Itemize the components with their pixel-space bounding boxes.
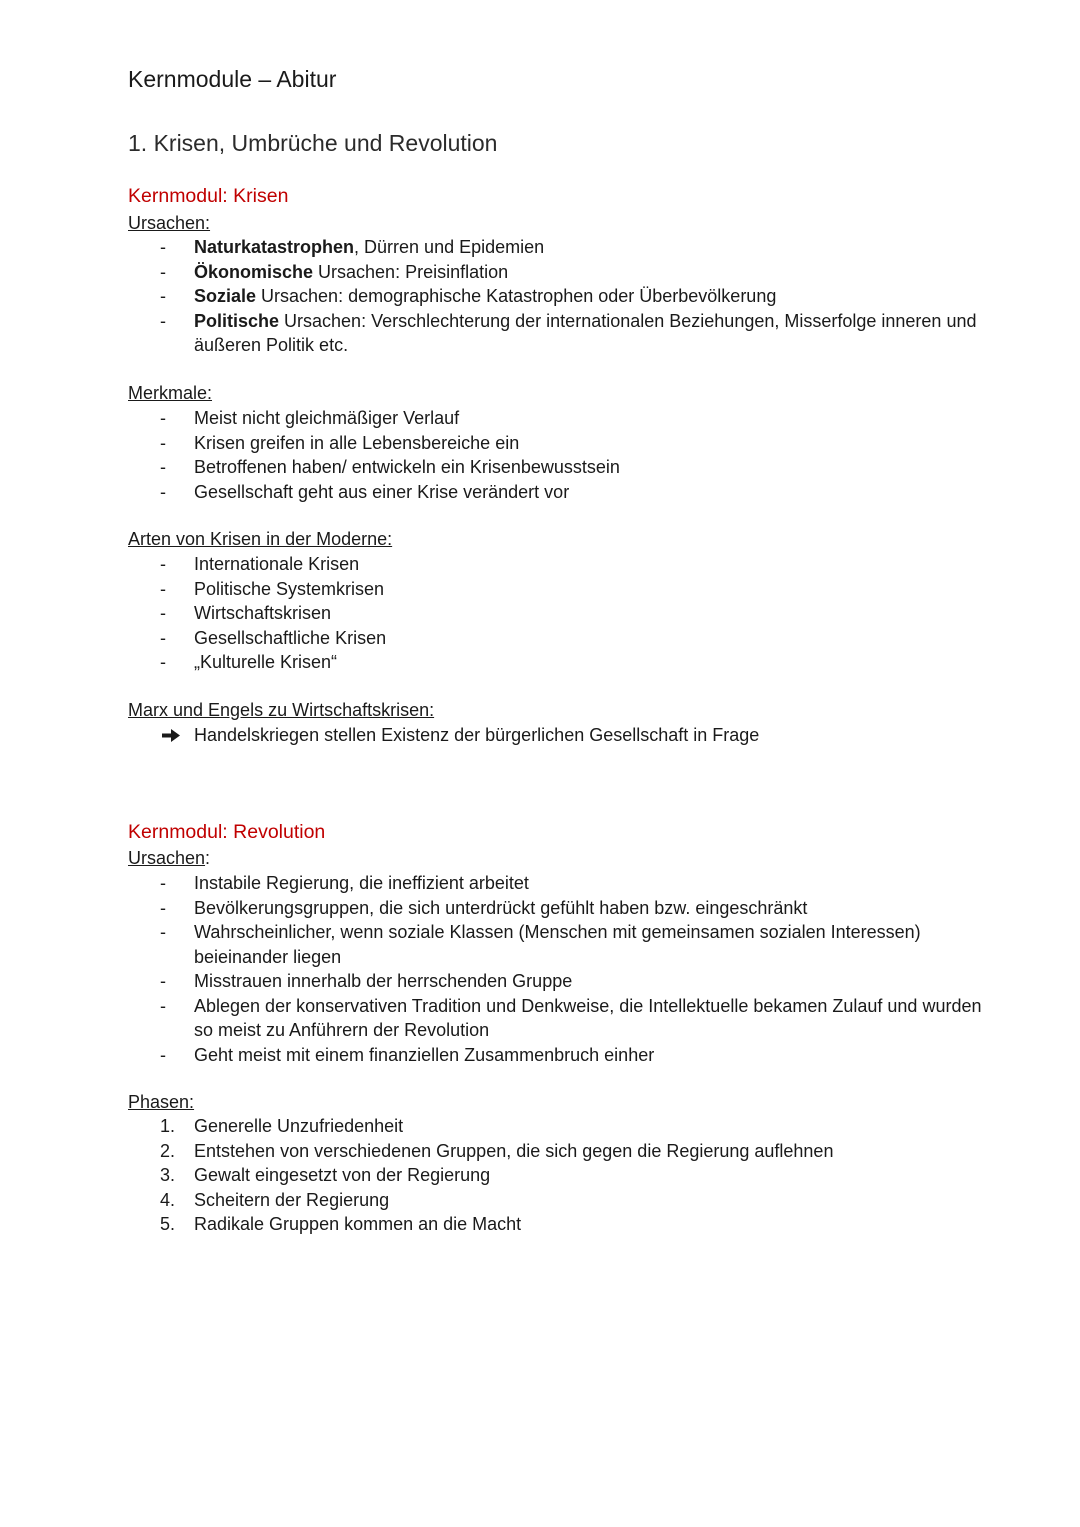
krisen-ursachen-label: Ursachen: xyxy=(128,213,211,233)
item-text: Gesellschaft geht aus einer Krise verändert vor xyxy=(194,481,570,502)
item-text: Meist nicht gleichmäßiger Verlauf xyxy=(194,408,460,428)
item-text: Bevölkerungsgruppen, die sich unterdrückt gefühlt haben bzw. eingeschränkt xyxy=(194,897,808,918)
item-text: Krisen greifen in alle Lebensbereiche ein xyxy=(194,432,520,453)
merkmale-label: Merkmale: xyxy=(128,383,213,403)
list-number: 3. xyxy=(160,1165,176,1185)
list-item xyxy=(128,1139,988,1164)
item-text: Radikale Gruppen kommen an die Macht xyxy=(194,1214,522,1234)
bullet-dash: - xyxy=(160,310,166,331)
item-text: Internationale Krisen xyxy=(194,554,360,574)
bullet-dash: - xyxy=(160,286,166,306)
list-item xyxy=(128,1188,988,1213)
bullet-dash: - xyxy=(160,261,166,282)
list-number: 1. xyxy=(160,1116,176,1136)
item-text: Instabile Regierung, die ineffizient arbeitet xyxy=(194,873,529,893)
item-text: Misstrauen innerhalb der herrschenden Gruppe xyxy=(194,971,573,991)
item-text: Geht meist mit einem finanziellen Zusammenbruch einher xyxy=(194,1044,655,1065)
revolution-ursachen-label: Ursachen xyxy=(128,848,206,868)
section-heading: 1. Krisen, Umbrüche und Revolution xyxy=(128,130,498,156)
list-item xyxy=(128,723,988,748)
list-item xyxy=(128,577,988,602)
item-bold: Ökonomische xyxy=(194,261,314,282)
bullet-dash: - xyxy=(160,922,166,942)
bullet-dash: - xyxy=(160,1044,166,1065)
phasen-list xyxy=(128,1114,988,1237)
list-item xyxy=(128,431,988,456)
page-title: Kernmodule – Abitur xyxy=(128,66,337,92)
item-text: Gewalt eingesetzt von der Regierung xyxy=(194,1165,491,1185)
item-text: Wirtschaftskrisen xyxy=(194,603,332,623)
list-item xyxy=(128,309,988,358)
bullet-dash: - xyxy=(160,627,166,648)
list-item xyxy=(128,235,988,260)
item-text: Wahrscheinlicher, wenn soziale Klassen (Menschen mit gemeinsamen sozialen Interessen) beieinander liegen xyxy=(194,922,921,967)
list-number: 4. xyxy=(160,1189,176,1210)
list-item xyxy=(128,455,988,480)
item-text: Ursachen: Verschlechterung der internationalen Beziehungen, Misserfolge inneren und äußeren Politik etc. xyxy=(194,310,977,355)
list-item xyxy=(128,1212,988,1237)
list-item xyxy=(128,1163,988,1188)
list-item xyxy=(128,650,988,675)
marx-list xyxy=(128,723,988,748)
bullet-dash: - xyxy=(160,237,166,257)
phasen-label: Phasen: xyxy=(128,1092,195,1112)
item-text: , Dürren und Epidemien xyxy=(354,237,545,257)
bullet-dash: - xyxy=(160,432,166,453)
list-item xyxy=(128,871,988,896)
bullet-dash: - xyxy=(160,652,166,672)
list-item xyxy=(128,920,988,969)
item-text: Handelskriegen stellen Existenz der bürgerlichen Gesellschaft in Frage xyxy=(194,725,760,745)
item-bold: Politische xyxy=(194,310,280,331)
arten-label: Arten von Krisen in der Moderne: xyxy=(128,529,393,549)
list-item xyxy=(128,406,988,431)
list-item xyxy=(128,1043,988,1068)
item-text: Ursachen: demographische Katastrophen oder Überbevölkerung xyxy=(256,286,777,306)
revolution-ursachen-list xyxy=(128,871,988,1067)
list-item xyxy=(128,896,988,921)
revolution-ursachen-label-row xyxy=(128,848,210,869)
bullet-dash: - xyxy=(160,481,166,502)
bullet-dash: - xyxy=(160,873,166,893)
bullet-dash: - xyxy=(160,995,166,1016)
bullet-dash: - xyxy=(160,578,166,599)
item-bold: Naturkatastrophen xyxy=(194,237,355,257)
label-colon: : xyxy=(205,848,211,868)
marx-label: Marx und Engels zu Wirtschaftskrisen: xyxy=(128,700,435,720)
item-text: Gesellschaftliche Krisen xyxy=(194,627,387,648)
list-item xyxy=(128,601,988,626)
list-item xyxy=(128,626,988,651)
item-text: Ablegen der konservativen Tradition und Denkweise, die Intellektuelle bekamen Zulauf und wurden so meist zu Anführern der Revolution xyxy=(194,995,982,1040)
list-item xyxy=(128,969,988,994)
arten-list xyxy=(128,552,988,675)
bullet-dash: - xyxy=(160,554,166,574)
item-text: Politische Systemkrisen xyxy=(194,578,385,599)
item-text: Generelle Unzufriedenheit xyxy=(194,1116,404,1136)
list-item xyxy=(128,480,988,505)
item-bold: Soziale xyxy=(194,286,257,306)
item-text: Scheitern der Regierung xyxy=(194,1189,390,1210)
revolution-heading: Kernmodul: Revolution xyxy=(128,821,326,843)
bullet-dash: - xyxy=(160,971,166,991)
list-item xyxy=(128,552,988,577)
bullet-dash: - xyxy=(160,897,166,918)
krisen-ursachen-list xyxy=(128,235,988,358)
bullet-dash: - xyxy=(160,408,166,428)
arrow-right-icon xyxy=(162,729,180,742)
list-number: 2. xyxy=(160,1140,176,1161)
item-text: Ursachen: Preisinflation xyxy=(313,261,509,282)
list-number: 5. xyxy=(160,1214,176,1234)
item-text: Entstehen von verschiedenen Gruppen, die sich gegen die Regierung auflehnen xyxy=(194,1140,834,1161)
list-item xyxy=(128,1114,988,1139)
merkmale-list xyxy=(128,406,988,504)
item-text: „Kulturelle Krisen“ xyxy=(194,652,338,672)
item-text: Betroffenen haben/ entwickeln ein Krisenbewusstsein xyxy=(194,457,620,477)
bullet-dash: - xyxy=(160,603,166,623)
list-item xyxy=(128,260,988,285)
krisen-heading: Kernmodul: Krisen xyxy=(128,185,289,207)
list-item xyxy=(128,994,988,1043)
bullet-dash: - xyxy=(160,457,166,477)
list-item xyxy=(128,284,988,309)
